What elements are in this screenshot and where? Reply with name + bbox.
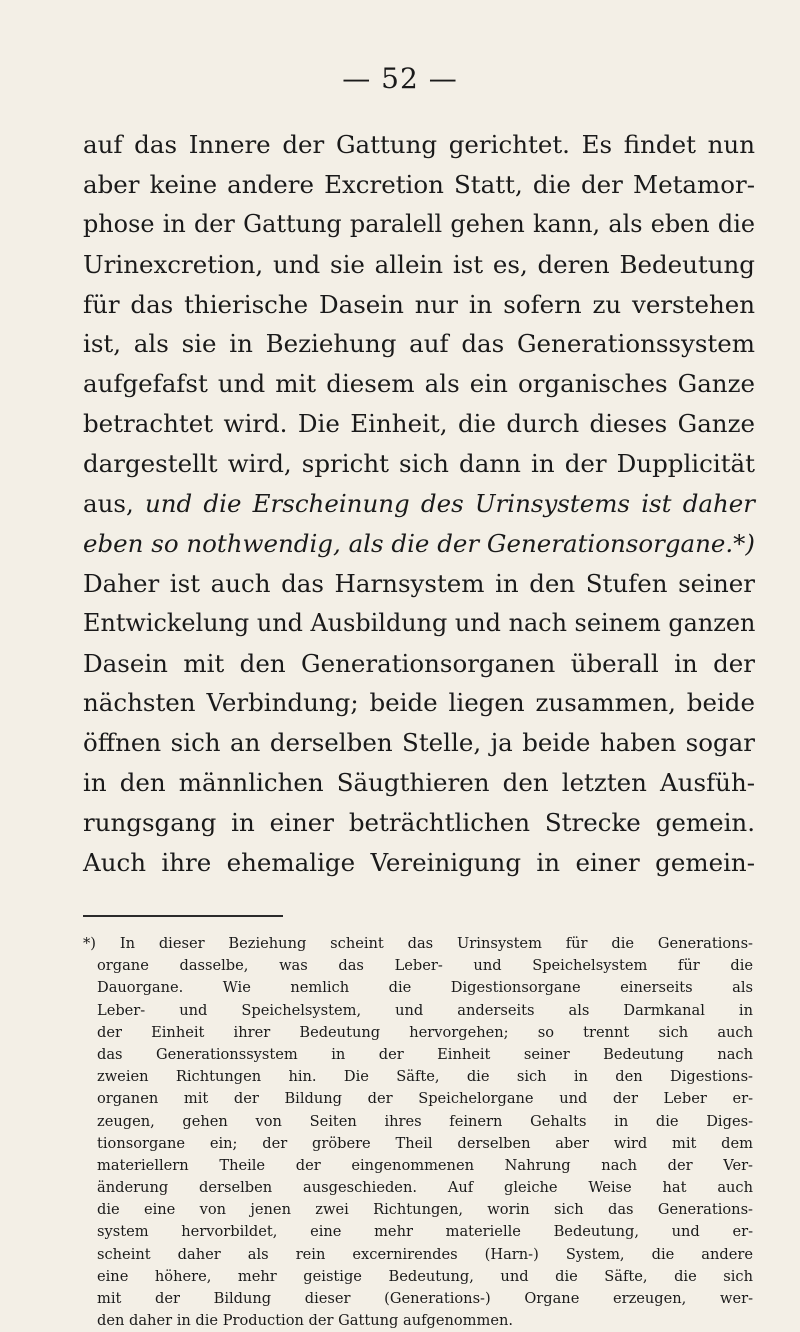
footnote-line: zeugen, gehen von Seiten ihres feinern Gehalts in die Diges- bbox=[97, 1112, 753, 1130]
text-line: aber keine andere Excretion Statt, die der Metamor- bbox=[83, 169, 755, 199]
footnote-line: zweien Richtungen hin. Die Säfte, die sich in den Digestions- bbox=[97, 1068, 753, 1086]
footnote-line: Leber- und Speichelsystem, und anderseits als Darmkanal in bbox=[97, 1001, 753, 1019]
footnote-line: organe dasselbe, was das Leber- und Speichelsystem für die bbox=[97, 957, 753, 975]
footnote-line: die eine von jenen zwei Richtungen, worin sich das Generations- bbox=[97, 1201, 753, 1219]
footnote-line: scheint daher als rein excernirendes (Harn-) System, die andere bbox=[97, 1245, 753, 1263]
footnote-line: den daher in die Production der Gattung aufgenommen. bbox=[97, 1312, 514, 1330]
text-line: in den männlichen Säugthieren den letzten Ausfüh- bbox=[83, 768, 755, 798]
text-line: Auch ihre ehemalige Vereinigung in einer gemein- bbox=[83, 848, 755, 878]
footnote-divider bbox=[83, 915, 283, 917]
text-segment: aus, bbox=[83, 489, 145, 519]
footnote-line: organen mit der Bildung der Speichelorgane und der Leber er- bbox=[97, 1090, 753, 1108]
footnote-line: mit der Bildung dieser (Generations-) Organe erzeugen, wer- bbox=[97, 1290, 753, 1307]
text-line: Daher ist auch das Harnsystem in den Stufen seiner bbox=[83, 568, 755, 598]
text-line: auf das Innere der Gattung gerichtet. Es findet nun bbox=[83, 130, 755, 159]
text-line: phose in der Gattung paralell gehen kann, als eben die bbox=[83, 209, 755, 238]
text-line: aufgefafst und mit diesem als ein organisches Ganze bbox=[83, 369, 755, 399]
page-number: — 52 — bbox=[342, 62, 458, 95]
text-line: nächsten Verbindung; beide liegen zusammen, beide bbox=[83, 688, 755, 718]
footnote-line: eine höhere, mehr geistige Bedeutung, und die Säfte, die sich bbox=[97, 1267, 753, 1285]
text-line: ist, als sie in Beziehung auf das Generationssystem bbox=[83, 329, 755, 359]
text-line bbox=[83, 484, 755, 524]
text-line: Entwickelung und Ausbildung und nach seinem ganzen bbox=[83, 608, 756, 637]
text-line: öffnen sich an derselben Stelle, ja beide haben sogar bbox=[83, 728, 755, 758]
footnote-line: Dauorgane. Wie nemlich die Digestionsorgane einerseits als bbox=[97, 979, 753, 997]
footnote-line: änderung derselben ausgeschieden. Auf gleiche Weise hat auch bbox=[97, 1179, 753, 1197]
footnote bbox=[83, 933, 753, 1332]
footnote-line: der Einheit ihrer Bedeutung hervorgehen; so trennt sich auch bbox=[97, 1023, 753, 1041]
main-text bbox=[83, 125, 755, 883]
emphasized-line: eben so nothwendig, als die der Generationsorgane.*) bbox=[83, 528, 755, 558]
footnote-line: tionsorgane ein; der gröbere Theil derselben aber wird mit dem bbox=[97, 1134, 753, 1152]
footnote-line: *) In dieser Beziehung scheint das Urinsystem für die Generations- bbox=[83, 935, 753, 952]
text-line: für das thierische Dasein nur in sofern zu verstehen bbox=[83, 289, 755, 319]
emphasized-text: und die Erscheinung des Urinsystems ist daher bbox=[144, 489, 755, 519]
text-line: rungsgang in einer beträchtlichen Strecke gemein. bbox=[83, 808, 755, 838]
footnote-line: materiellern Theile der eingenommenen Nahrung nach der Ver- bbox=[97, 1156, 753, 1174]
text-line: Urinexcretion, und sie allein ist es, deren Bedeutung bbox=[83, 249, 755, 279]
text-line: betrachtet wird. Die Einheit, die durch dieses Ganze bbox=[83, 409, 755, 439]
footnote-line: das Generationssystem in der Einheit seiner Bedeutung nach bbox=[97, 1045, 753, 1063]
footnote-line: system hervorbildet, eine mehr materielle Bedeutung, und er- bbox=[97, 1223, 753, 1241]
text-line: Dasein mit den Generationsorganen überall in der bbox=[83, 648, 755, 678]
text-line: dargestellt wird, spricht sich dann in der Dupplicität bbox=[83, 449, 755, 479]
